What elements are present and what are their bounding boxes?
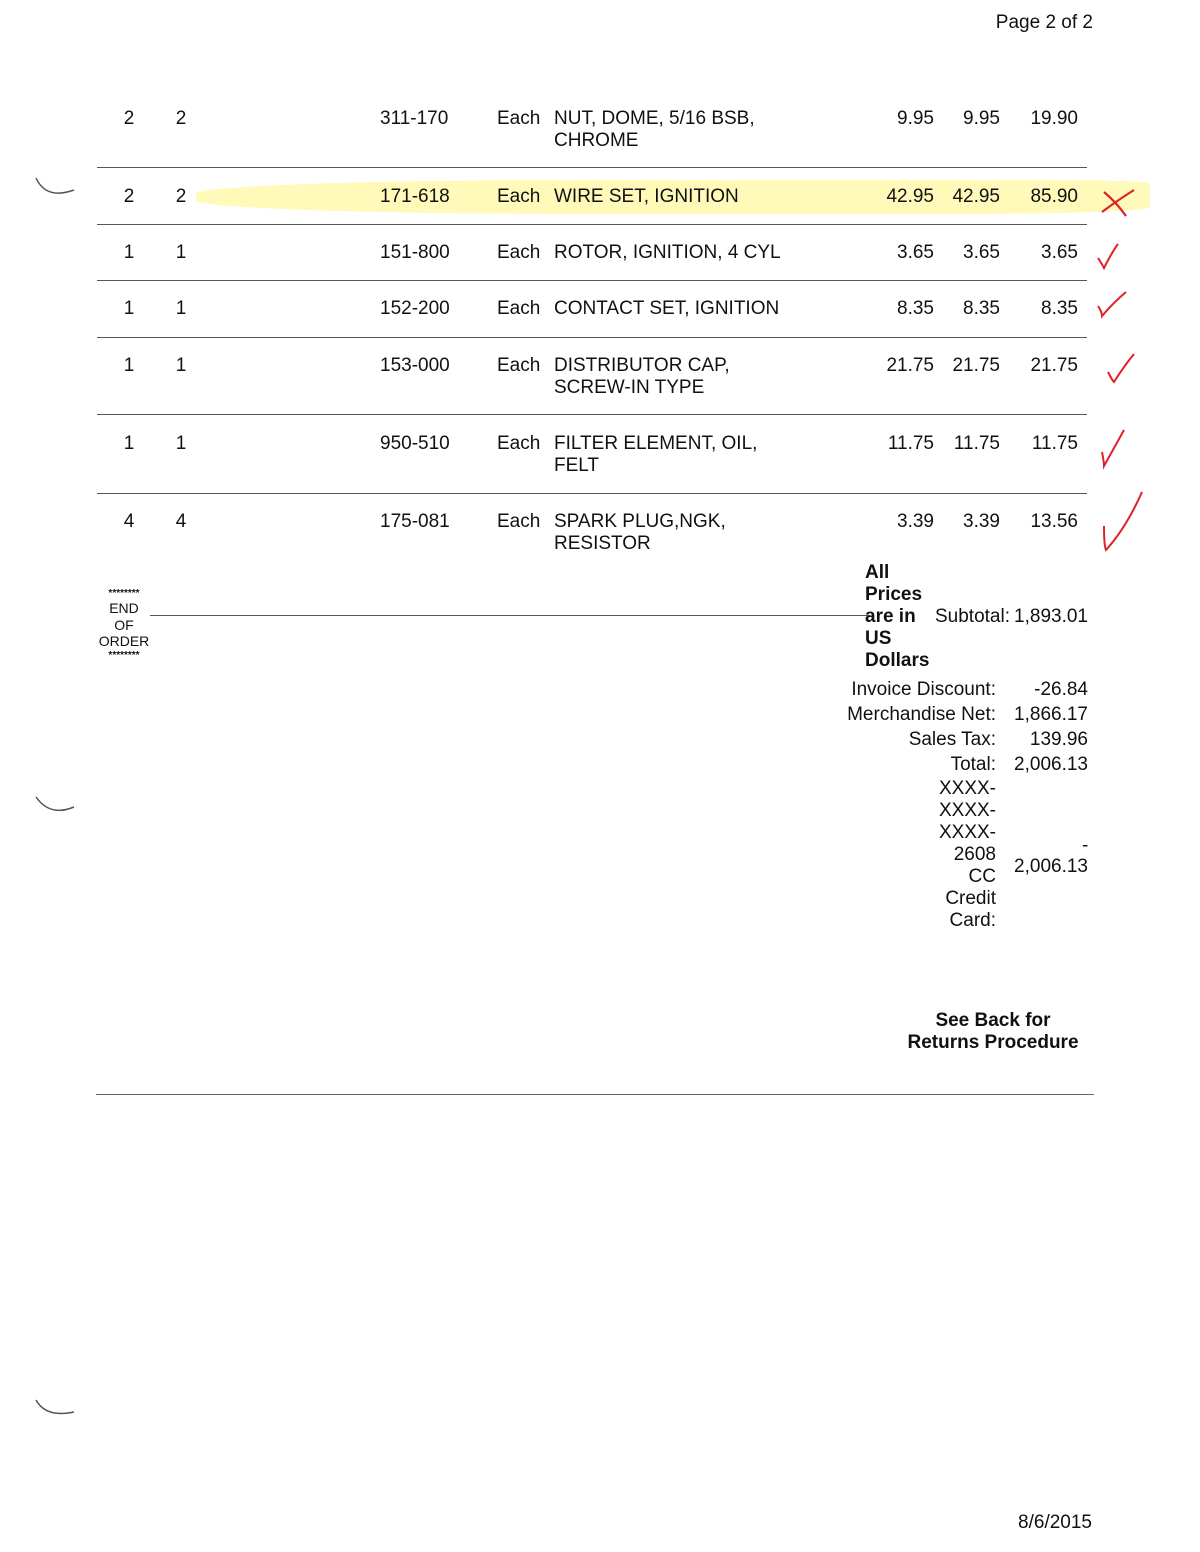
list-price: 21.75: [886, 355, 934, 376]
order-text: ORDER: [98, 633, 150, 649]
item-description: [554, 433, 844, 477]
line-item-row: [0, 355, 1200, 427]
subtotal-label: Subtotal:: [935, 606, 1010, 627]
red-cross-mark-icon: [1098, 186, 1142, 220]
cc-line: Card:: [949, 910, 996, 931]
qty-shipped: 1: [175, 355, 187, 376]
red-check-mark-icon: [1104, 352, 1138, 386]
returns-procedure-note: [893, 1010, 1093, 1054]
sales-tax-label: Sales Tax:: [908, 729, 996, 750]
list-price: 11.75: [887, 433, 934, 454]
part-number: 153-000: [380, 355, 450, 376]
returns-line-1: See Back for: [935, 1010, 1051, 1031]
net-price: 42.95: [952, 186, 1000, 207]
list-price: 3.65: [897, 242, 934, 263]
returns-line-2: Returns Procedure: [907, 1032, 1079, 1053]
invoice-discount-value: -26.84: [1034, 679, 1088, 700]
row-divider: [97, 414, 1087, 415]
qty-ordered: 4: [123, 511, 135, 532]
qty-ordered: 2: [123, 186, 135, 207]
note-line: All: [865, 562, 890, 583]
qty-shipped: 1: [175, 433, 187, 454]
item-description: [554, 242, 844, 264]
cc-line: XXXX-: [938, 822, 996, 843]
description-line-1: NUT, DOME, 5/16 BSB,: [554, 108, 755, 129]
part-number: 152-200: [380, 298, 450, 319]
unit-of-measure: Each: [497, 433, 541, 454]
qty-shipped: 1: [175, 242, 187, 263]
cc-line: Credit: [945, 888, 996, 909]
sales-tax-value: 139.96: [1029, 729, 1088, 750]
qty-ordered: 2: [123, 108, 135, 129]
line-item-row: [0, 511, 1200, 583]
credit-card-amount: 2,006.13: [1014, 856, 1088, 877]
unit-of-measure: Each: [497, 242, 541, 263]
item-description: [554, 108, 844, 152]
end-text: END: [109, 600, 139, 616]
description-line-1: ROTOR, IGNITION, 4 CYL: [554, 242, 781, 263]
qty-ordered: 1: [123, 355, 135, 376]
note-line: Dollars: [865, 650, 930, 671]
row-divider: [97, 167, 1087, 168]
red-check-mark-icon: [1094, 290, 1130, 320]
description-line-1: FILTER ELEMENT, OIL,: [554, 433, 758, 454]
extended-price: 3.65: [1041, 242, 1078, 263]
list-price: 3.39: [897, 511, 934, 532]
stars-top: ********: [108, 588, 140, 599]
list-price: 42.95: [886, 186, 934, 207]
line-item-row: [0, 108, 1200, 180]
qty-shipped: 1: [175, 298, 187, 319]
net-price: 3.65: [963, 242, 1000, 263]
unit-of-measure: Each: [497, 511, 541, 532]
line-item-row: [0, 433, 1200, 505]
description-line-1: WIRE SET, IGNITION: [554, 186, 739, 207]
extended-price: 19.90: [1030, 108, 1078, 129]
item-description: [554, 186, 844, 208]
unit-of-measure: Each: [497, 186, 541, 207]
red-check-mark-icon: [1094, 240, 1124, 272]
row-divider: [97, 337, 1087, 338]
net-price: 8.35: [963, 298, 1000, 319]
net-price: 3.39: [963, 511, 1000, 532]
qty-ordered: 1: [123, 433, 135, 454]
description-line-1: CONTACT SET, IGNITION: [554, 298, 780, 319]
note-line: US: [865, 628, 892, 649]
qty-shipped: 2: [175, 186, 187, 207]
row-divider: [97, 224, 1087, 225]
list-price: 8.35: [897, 298, 934, 319]
end-of-order-rule: [150, 615, 870, 616]
cc-line: XXXX-: [938, 778, 996, 799]
extended-price: 21.75: [1030, 355, 1078, 376]
total-value: 2,006.13: [1014, 754, 1088, 775]
credit-card-label: [916, 778, 996, 932]
total-label: Total:: [950, 754, 996, 775]
cc-line: CC: [968, 866, 996, 887]
binder-hole-icon: [18, 176, 78, 200]
description-line-2: RESISTOR: [554, 533, 651, 554]
stars-bottom: ********: [108, 649, 140, 661]
note-line: are in: [865, 606, 916, 627]
currency-note: [865, 562, 929, 672]
part-number: 950-510: [380, 433, 450, 454]
merchandise-net-value: 1,866.17: [1014, 704, 1088, 725]
part-number: 151-800: [380, 242, 450, 263]
description-line-1: DISTRIBUTOR CAP,: [554, 355, 730, 376]
unit-of-measure: Each: [497, 298, 541, 319]
net-price: 9.95: [963, 108, 1000, 129]
item-description: [554, 355, 844, 399]
extended-price: 85.90: [1030, 186, 1078, 207]
description-line-1: SPARK PLUG,NGK,: [554, 511, 726, 532]
merchandise-net-label: Merchandise Net:: [847, 704, 996, 725]
unit-of-measure: Each: [497, 355, 541, 376]
red-check-mark-icon: [1098, 490, 1148, 556]
binder-hole-icon: [18, 1398, 78, 1422]
qty-ordered: 1: [123, 298, 135, 319]
net-price: 21.75: [952, 355, 1000, 376]
description-line-2: FELT: [554, 455, 600, 476]
cc-line: 2608: [953, 844, 996, 865]
print-date: 8/6/2015: [1018, 1512, 1092, 1533]
list-price: 9.95: [897, 108, 934, 129]
end-of-order-marker: [92, 588, 156, 662]
net-price: 11.75: [953, 433, 1000, 454]
qty-shipped: 4: [175, 511, 187, 532]
red-check-mark-icon: [1096, 428, 1130, 470]
footer-rule: [96, 1094, 1094, 1095]
credit-card-dash: -: [1082, 835, 1089, 856]
unit-of-measure: Each: [497, 108, 541, 129]
note-line: Prices: [865, 584, 923, 605]
extended-price: 11.75: [1031, 433, 1078, 454]
of-text: OF: [114, 616, 134, 633]
cc-line: XXXX-: [938, 800, 996, 821]
description-line-2: CHROME: [554, 130, 639, 151]
part-number: 311-170: [380, 108, 449, 129]
qty-ordered: 1: [123, 242, 135, 263]
row-divider: [97, 280, 1087, 281]
page-number: Page 2 of 2: [995, 12, 1093, 33]
item-description: [554, 511, 844, 555]
binder-hole-icon: [18, 795, 78, 819]
row-divider: [97, 493, 1087, 494]
extended-price: 8.35: [1041, 298, 1078, 319]
description-line-2: SCREW-IN TYPE: [554, 377, 705, 398]
item-description: [554, 298, 844, 320]
extended-price: 13.56: [1030, 511, 1078, 532]
invoice-discount-label: Invoice Discount:: [851, 679, 996, 700]
subtotal-value: 1,893.01: [1014, 606, 1088, 627]
part-number: 175-081: [380, 511, 450, 532]
qty-shipped: 2: [175, 108, 187, 129]
part-number: 171-618: [380, 186, 450, 207]
